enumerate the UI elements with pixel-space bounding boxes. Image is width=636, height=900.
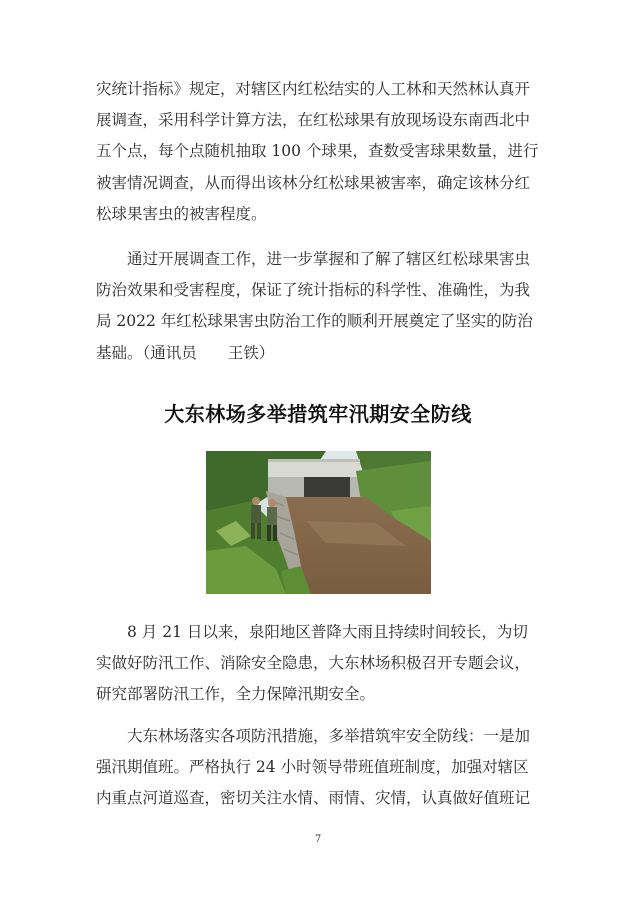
text-line: 实做好防汛工作、消除安全隐患，大东林场积极召开专题会议， xyxy=(96,654,531,673)
page-number: 7 xyxy=(314,834,322,845)
text-line: 展调查，采用科学计算方法，在红松球果有放现场设东南西北中 xyxy=(96,111,531,130)
paragraph-survey-result xyxy=(96,244,546,369)
text-line: 灾统计指标》规定，对辖区内红松结实的人工林和天然林认真开 xyxy=(96,80,531,98)
article-title: 大东林场多举措筑牢汛期安全防线 xyxy=(164,402,472,426)
text-line: 8 月 21 日以来，泉阳地区普降大雨且持续时间较长，为切 xyxy=(96,623,528,641)
text-line: 基础。（通讯员 王铁） xyxy=(96,343,275,362)
text-line: 内重点河道巡查，密切关注水情、雨情、灾情，认真做好值班记 xyxy=(96,789,531,808)
text-line: 防治效果和受害程度，保证了统计指标的科学性、准确性，为我 xyxy=(96,281,531,300)
paragraph-flood-measures xyxy=(96,721,546,815)
paragraph-survey-method xyxy=(96,74,546,230)
text-line: 松球果害虫的被害程度。 xyxy=(96,204,267,223)
paragraph-flood-intro xyxy=(96,617,546,711)
river-culvert-photo xyxy=(206,451,431,594)
text-line: 强汛期值班。严格执行 24 小时领导带班值班制度，加强对辖区 xyxy=(96,758,529,777)
text-line: 五个点，每个点随机抽取 100 个球果，查数受害球果数量，进行 xyxy=(96,142,539,161)
text-line: 局 2022 年红松球果害虫防治工作的顺利开展奠定了坚实的防治 xyxy=(96,312,533,331)
text-line: 大东林场落实各项防汛措施，多举措筑牢安全防线：一是加 xyxy=(96,727,531,745)
photo-illustration xyxy=(206,451,431,594)
text-line: 研究部署防汛工作，全力保障汛期安全。 xyxy=(96,685,376,704)
text-line: 通过开展调查工作，进一步掌握和了解了辖区红松球果害虫 xyxy=(96,250,531,268)
text-line: 被害情况调查，从而得出该林分红松球果被害率，确定该林分红 xyxy=(96,173,531,192)
